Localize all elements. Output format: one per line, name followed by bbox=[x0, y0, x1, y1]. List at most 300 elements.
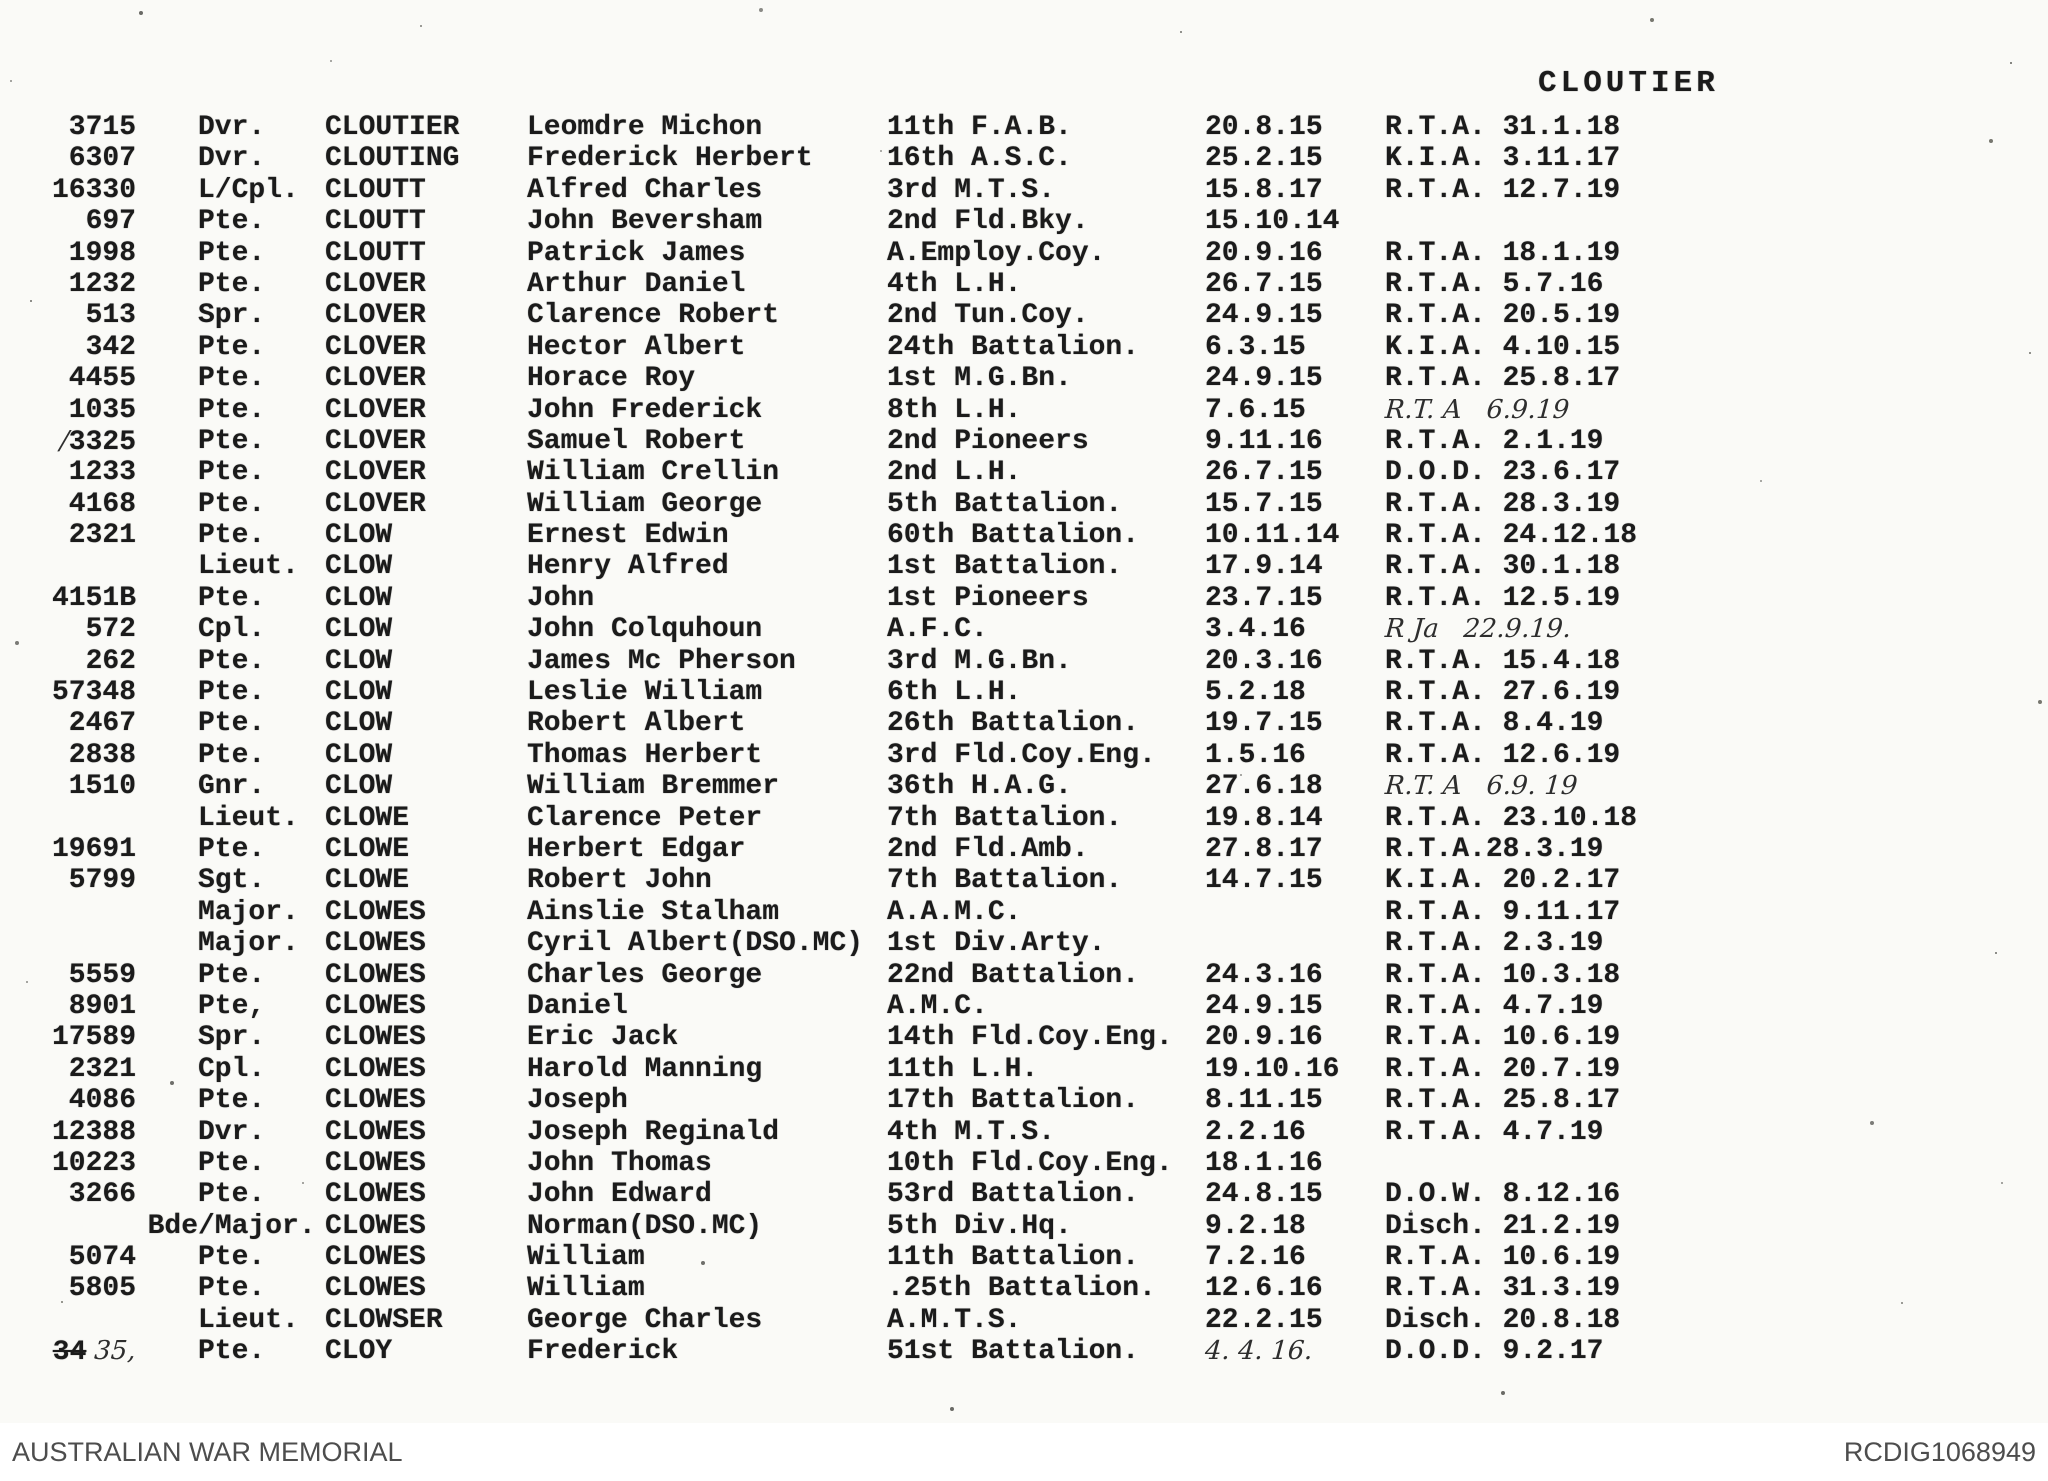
roll-row bbox=[0, 740, 2048, 771]
surname: CLOVER bbox=[325, 331, 426, 363]
unit: 1st Pioneers bbox=[887, 582, 1089, 614]
rank: Pte. bbox=[198, 677, 266, 709]
fate bbox=[1385, 1148, 2048, 1179]
surname: CLOWES bbox=[325, 896, 426, 928]
embarkation-date: 17.9.14 bbox=[1205, 551, 1323, 583]
rank: Dvr. bbox=[198, 112, 266, 143]
service-number: 1998 bbox=[68, 237, 136, 269]
unit: 5th Div.Hq. bbox=[887, 1210, 1072, 1242]
embarkation-date: 9.2.18 bbox=[1205, 1210, 1306, 1242]
service-number: 6307 bbox=[68, 143, 136, 175]
service-number bbox=[0, 803, 198, 834]
service-number: 16330 bbox=[51, 174, 136, 206]
roll-row bbox=[0, 1022, 2048, 1053]
given-names: Alfred Charles bbox=[527, 174, 763, 206]
unit: 4th M.T.S. bbox=[887, 1116, 1056, 1148]
fate: R.T.A. 31.3.19 bbox=[1385, 1273, 1621, 1305]
rank: Pte, bbox=[198, 990, 266, 1022]
unit: A.F.C. bbox=[887, 614, 988, 646]
embarkation-date: 15.7.15 bbox=[1205, 488, 1323, 520]
given-names: George Charles bbox=[527, 1304, 763, 1336]
fate: R.T.A. 12.5.19 bbox=[1385, 582, 1621, 614]
surname: CLOVER bbox=[325, 488, 426, 520]
fate: R.T.A. 10.3.18 bbox=[1385, 959, 1621, 991]
rank: Pte. bbox=[198, 1273, 266, 1305]
surname: CLOWES bbox=[325, 990, 426, 1022]
rank: Pte. bbox=[198, 520, 266, 552]
embarkation-date: 3.4.16 bbox=[1205, 614, 1306, 646]
embarkation-date: 19.10.16 bbox=[1205, 1053, 1340, 1085]
service-number bbox=[0, 928, 198, 959]
rank: Major. bbox=[198, 928, 299, 960]
embarkation-date: 24.9.15 bbox=[1205, 300, 1323, 332]
given-names: Herbert Edgar bbox=[527, 833, 746, 865]
rank: Pte. bbox=[198, 645, 266, 677]
surname: CLOUTT bbox=[325, 206, 426, 238]
rank: Pte. bbox=[198, 1147, 266, 1179]
roll-row bbox=[0, 269, 2048, 300]
embarkation-date: 26.7.15 bbox=[1205, 268, 1323, 300]
roll-row bbox=[0, 834, 2048, 865]
roll-row bbox=[0, 112, 2048, 143]
given-names: Henry Alfred bbox=[527, 551, 729, 583]
scan-noise bbox=[0, 0, 2, 2]
unit: 1st M.G.Bn. bbox=[887, 363, 1072, 395]
rank: Dvr. bbox=[198, 1116, 266, 1148]
service-number: 2321 bbox=[68, 520, 136, 552]
embarkation-date: 12.6.16 bbox=[1205, 1273, 1323, 1305]
service-number: 5074 bbox=[68, 1242, 136, 1274]
fate: R.T.A. 20.5.19 bbox=[1385, 300, 1621, 332]
embarkation-date: 20.9.16 bbox=[1205, 1022, 1323, 1054]
unit: A.M.C. bbox=[887, 990, 988, 1022]
embarkation-date: 24.8.15 bbox=[1205, 1179, 1323, 1211]
surname: CLOWSER bbox=[325, 1304, 443, 1336]
service-number: 262 bbox=[85, 645, 136, 677]
rank: L/Cpl. bbox=[198, 174, 299, 206]
fate: D.O.W. 8.12.16 bbox=[1385, 1179, 1621, 1211]
service-number bbox=[0, 1305, 198, 1336]
service-number: 5559 bbox=[68, 959, 136, 991]
given-names: Charles George bbox=[527, 959, 763, 991]
roll-row bbox=[0, 897, 2048, 928]
fate: R.T.A. 10.6.19 bbox=[1385, 1022, 1621, 1054]
surname: CLOW bbox=[325, 551, 393, 583]
fate: K.I.A. 3.11.17 bbox=[1385, 143, 1621, 175]
embarkation-date: 24.9.15 bbox=[1205, 990, 1323, 1022]
surname: CLOW bbox=[325, 520, 393, 552]
surname: CLOW bbox=[325, 708, 393, 740]
unit: 16th A.S.C. bbox=[887, 143, 1072, 175]
unit: 2nd Fld.Bky. bbox=[887, 206, 1089, 238]
unit: 3rd M.G.Bn. bbox=[887, 645, 1072, 677]
roll-row bbox=[0, 426, 2048, 457]
service-number: 1035 bbox=[68, 394, 136, 426]
embarkation-date bbox=[1205, 897, 1385, 928]
service-number: 572 bbox=[85, 614, 136, 646]
service-number: 697 bbox=[85, 206, 136, 238]
unit: 51st Battalion. bbox=[887, 1336, 1140, 1368]
embarkation-date: 24.3.16 bbox=[1205, 959, 1323, 991]
given-names: Thomas Herbert bbox=[527, 739, 763, 771]
unit: 7th Battalion. bbox=[887, 865, 1123, 897]
surname: CLOWES bbox=[325, 1147, 426, 1179]
given-names: John Thomas bbox=[527, 1147, 712, 1179]
service-number: 10223 bbox=[51, 1147, 136, 1179]
fate: D.O.D. 9.2.17 bbox=[1385, 1336, 1604, 1368]
roll-row bbox=[0, 489, 2048, 520]
unit: 2nd Tun.Coy. bbox=[887, 300, 1089, 332]
rank: Sgt. bbox=[198, 865, 266, 897]
embarkation-date: 27.6.18 bbox=[1205, 771, 1323, 803]
unit: 2nd Fld.Amb. bbox=[887, 833, 1089, 865]
unit: 2nd L.H. bbox=[887, 457, 1022, 489]
given-names: John Edward bbox=[527, 1179, 712, 1211]
surname: CLOWES bbox=[325, 1210, 426, 1242]
given-names: John Frederick bbox=[527, 394, 763, 426]
unit: 10th Fld.Coy.Eng. bbox=[887, 1147, 1173, 1179]
service-number: 34 35, bbox=[52, 1336, 138, 1369]
embarkation-date: 23.7.15 bbox=[1205, 582, 1323, 614]
given-names: Clarence Robert bbox=[527, 300, 780, 332]
surname: CLOW bbox=[325, 645, 393, 677]
embarkation-date: 1.5.16 bbox=[1205, 739, 1306, 771]
unit: 3rd M.T.S. bbox=[887, 174, 1056, 206]
rank: Pte. bbox=[198, 1336, 266, 1368]
given-names: John Colquhoun bbox=[527, 614, 763, 646]
footer-id-label: RCDIG1068949 bbox=[1843, 1436, 2036, 1467]
service-number: 2838 bbox=[68, 739, 136, 771]
rank: Pte. bbox=[198, 488, 266, 520]
fate: R.T.A. 23.10.18 bbox=[1385, 802, 1638, 834]
roll-row bbox=[0, 300, 2048, 331]
roll-row bbox=[0, 551, 2048, 582]
embarkation-date: 20.3.16 bbox=[1205, 645, 1323, 677]
roll-row bbox=[0, 1117, 2048, 1148]
surname: CLOWE bbox=[325, 865, 410, 897]
rank: Gnr. bbox=[198, 771, 266, 803]
roll-row bbox=[0, 1242, 2048, 1273]
roll-row bbox=[0, 332, 2048, 363]
given-names: William Bremmer bbox=[527, 771, 780, 803]
rank: Pte. bbox=[198, 582, 266, 614]
rank: Pte. bbox=[198, 425, 266, 457]
given-names: Harold Manning bbox=[527, 1053, 763, 1085]
service-number: 5799 bbox=[68, 865, 136, 897]
service-number: 12388 bbox=[51, 1116, 136, 1148]
unit: 26th Battalion. bbox=[887, 708, 1140, 740]
unit: 6th L.H. bbox=[887, 677, 1022, 709]
service-number: 4455 bbox=[68, 363, 136, 395]
service-number: /3325 bbox=[59, 425, 136, 458]
fate: Disch. 21.2.19 bbox=[1385, 1210, 1621, 1242]
surname: CLOUTIER bbox=[325, 112, 460, 143]
fate: R.T.A. 5.7.16 bbox=[1385, 268, 1604, 300]
given-names: Arthur Daniel bbox=[527, 268, 746, 300]
fate: R.T.A. 28.3.19 bbox=[1385, 488, 1621, 520]
rank: Pte. bbox=[198, 739, 266, 771]
embarkation-date: 18.1.16 bbox=[1205, 1147, 1323, 1179]
given-names: John bbox=[527, 582, 595, 614]
service-number: 8901 bbox=[68, 990, 136, 1022]
service-number: 3715 bbox=[68, 112, 136, 143]
embarkation-date: 15.8.17 bbox=[1205, 174, 1323, 206]
rank: Lieut. bbox=[198, 1304, 299, 1336]
service-number: 4151B bbox=[51, 582, 136, 614]
roll-row bbox=[0, 991, 2048, 1022]
fate: R.T.A. 2.1.19 bbox=[1385, 425, 1604, 457]
rank: Pte. bbox=[198, 959, 266, 991]
unit: 5th Battalion. bbox=[887, 488, 1123, 520]
fate bbox=[1385, 206, 2048, 237]
footer-source-label: AUSTRALIAN WAR MEMORIAL bbox=[12, 1436, 403, 1467]
surname: CLOWES bbox=[325, 1022, 426, 1054]
embarkation-date: 6.3.15 bbox=[1205, 331, 1306, 363]
roll-row bbox=[0, 175, 2048, 206]
surname: CLOWE bbox=[325, 802, 410, 834]
fate: R.T.A. 20.7.19 bbox=[1385, 1053, 1621, 1085]
fate: R.T.A. 25.8.17 bbox=[1385, 1085, 1621, 1117]
roll-row bbox=[0, 1179, 2048, 1210]
surname: CLOVER bbox=[325, 300, 426, 332]
page-title: CLOUTIER bbox=[1538, 66, 1719, 101]
service-number bbox=[0, 551, 198, 582]
given-names: William bbox=[527, 1273, 645, 1305]
given-names: Robert John bbox=[527, 865, 712, 897]
embarkation-date: 14.7.15 bbox=[1205, 865, 1323, 897]
embarkation-date: 8.11.15 bbox=[1205, 1085, 1323, 1117]
fate: R.T.A. 12.6.19 bbox=[1385, 739, 1621, 771]
surname: CLOUTT bbox=[325, 174, 426, 206]
surname: CLOWES bbox=[325, 1273, 426, 1305]
roll-row bbox=[0, 1305, 2048, 1336]
surname: CLOVER bbox=[325, 457, 426, 489]
service-number: 2467 bbox=[68, 708, 136, 740]
unit: 17th Battalion. bbox=[887, 1085, 1140, 1117]
surname: CLOVER bbox=[325, 268, 426, 300]
rank: Spr. bbox=[198, 300, 266, 332]
unit: 8th L.H. bbox=[887, 394, 1022, 426]
embarkation-date: 10.11.14 bbox=[1205, 520, 1340, 552]
roll-row bbox=[0, 677, 2048, 708]
fate: Disch. 20.8.18 bbox=[1385, 1304, 1621, 1336]
given-names: Clarence Peter bbox=[527, 802, 763, 834]
fate: R.T.A. 18.1.19 bbox=[1385, 237, 1621, 269]
roll-row bbox=[0, 1273, 2048, 1304]
fate: K.I.A. 4.10.15 bbox=[1385, 331, 1621, 363]
embarkation-date: 26.7.15 bbox=[1205, 457, 1323, 489]
unit: 11th F.A.B. bbox=[887, 112, 1072, 143]
fate: R.T.A. 2.3.19 bbox=[1385, 928, 1604, 960]
fate: R.T.A. 31.1.18 bbox=[1385, 112, 1621, 143]
fate: R.T.A.28.3.19 bbox=[1385, 833, 1604, 865]
service-number bbox=[0, 897, 198, 928]
embarkation-date: 9.11.16 bbox=[1205, 425, 1323, 457]
given-names: William George bbox=[527, 488, 763, 520]
unit: 11th Battalion. bbox=[887, 1242, 1140, 1274]
service-number: 3266 bbox=[68, 1179, 136, 1211]
surname: CLOUTT bbox=[325, 237, 426, 269]
given-names: William Crellin bbox=[527, 457, 780, 489]
footer-bar bbox=[0, 1423, 2048, 1481]
given-names: Ainslie Stalham bbox=[527, 896, 780, 928]
roll-row bbox=[0, 960, 2048, 991]
given-names: Horace Roy bbox=[527, 363, 696, 395]
surname: CLOWES bbox=[325, 1085, 426, 1117]
unit: 53rd Battalion. bbox=[887, 1179, 1140, 1211]
fate: R.T.A. 30.1.18 bbox=[1385, 551, 1621, 583]
given-names: Daniel bbox=[527, 990, 628, 1022]
service-number: 1510 bbox=[68, 771, 136, 803]
rank: Bde/Major. bbox=[147, 1210, 316, 1242]
surname: CLOWES bbox=[325, 1116, 426, 1148]
fate: R.T.A. 8.4.19 bbox=[1385, 708, 1604, 740]
roll-row bbox=[0, 206, 2048, 237]
unit: A.M.T.S. bbox=[887, 1304, 1022, 1336]
roll-row bbox=[0, 143, 2048, 174]
roll-row bbox=[0, 1211, 2048, 1242]
given-names: Leomdre Michon bbox=[527, 112, 763, 143]
surname: CLOW bbox=[325, 614, 393, 646]
given-names: Joseph Reginald bbox=[527, 1116, 780, 1148]
service-number: 57348 bbox=[51, 677, 136, 709]
service-number: 19691 bbox=[51, 833, 136, 865]
unit: 1st Div.Arty. bbox=[887, 928, 1106, 960]
embarkation-date: 4. 4. 16. bbox=[1204, 1336, 1314, 1367]
embarkation-date: 7.2.16 bbox=[1205, 1242, 1306, 1274]
rank: Cpl. bbox=[198, 614, 266, 646]
fate: R.T.A. 4.7.19 bbox=[1385, 990, 1604, 1022]
fate: R.T.A. 9.11.17 bbox=[1385, 896, 1621, 928]
unit: 2nd Pioneers bbox=[887, 425, 1089, 457]
fate: R.T. A 6.9.19 bbox=[1384, 394, 1571, 425]
fate: R.T. A 6.9. 19 bbox=[1384, 771, 1579, 802]
surname: CLOVER bbox=[325, 363, 426, 395]
embarkation-date: 22.2.15 bbox=[1205, 1304, 1323, 1336]
unit: 22nd Battalion. bbox=[887, 959, 1140, 991]
fate: D.O.D. 23.6.17 bbox=[1385, 457, 1621, 489]
given-names: Cyril Albert(DSO.MC) bbox=[527, 928, 864, 960]
service-number: 2321 bbox=[68, 1053, 136, 1085]
fate: R.T.A. 15.4.18 bbox=[1385, 645, 1621, 677]
unit: A.A.M.C. bbox=[887, 896, 1022, 928]
embarkation-date: 7.6.15 bbox=[1205, 394, 1306, 426]
rank: Pte. bbox=[198, 268, 266, 300]
roll-row bbox=[0, 1085, 2048, 1116]
surname: CLOW bbox=[325, 771, 393, 803]
rank: Dvr. bbox=[198, 143, 266, 175]
nominal-roll-table bbox=[0, 112, 2048, 1368]
roll-row bbox=[0, 614, 2048, 645]
surname: CLOWES bbox=[325, 959, 426, 991]
surname: CLOVER bbox=[325, 394, 426, 426]
embarkation-date: 20.8.15 bbox=[1205, 112, 1323, 143]
rank: Pte. bbox=[198, 331, 266, 363]
roll-row bbox=[0, 363, 2048, 394]
embarkation-date: 27.8.17 bbox=[1205, 833, 1323, 865]
embarkation-date: 25.2.15 bbox=[1205, 143, 1323, 175]
fate: K.I.A. 20.2.17 bbox=[1385, 865, 1621, 897]
surname: CLOW bbox=[325, 677, 393, 709]
roll-row bbox=[0, 1054, 2048, 1085]
surname: CLOWES bbox=[325, 1179, 426, 1211]
roll-row bbox=[0, 1336, 2048, 1367]
given-names: Frederick bbox=[527, 1336, 679, 1368]
unit: 11th L.H. bbox=[887, 1053, 1039, 1085]
embarkation-date: 19.7.15 bbox=[1205, 708, 1323, 740]
rank: Pte. bbox=[198, 394, 266, 426]
rank: Pte. bbox=[198, 206, 266, 238]
given-names: Leslie William bbox=[527, 677, 763, 709]
fate: R.T.A. 24.12.18 bbox=[1385, 520, 1638, 552]
fate: R.T.A. 12.7.19 bbox=[1385, 174, 1621, 206]
surname: CLOWES bbox=[325, 1242, 426, 1274]
roll-row bbox=[0, 457, 2048, 488]
unit: 1st Battalion. bbox=[887, 551, 1123, 583]
given-names: Frederick Herbert bbox=[527, 143, 813, 175]
unit: 14th Fld.Coy.Eng. bbox=[887, 1022, 1173, 1054]
surname: CLOY bbox=[325, 1336, 393, 1368]
roll-row bbox=[0, 520, 2048, 551]
rank: Pte. bbox=[198, 708, 266, 740]
rank: Pte. bbox=[198, 1242, 266, 1274]
given-names: Joseph bbox=[527, 1085, 628, 1117]
given-names: Patrick James bbox=[527, 237, 746, 269]
rank: Major. bbox=[198, 896, 299, 928]
rank: Lieut. bbox=[198, 551, 299, 583]
unit: 3rd Fld.Coy.Eng. bbox=[887, 739, 1156, 771]
surname: CLOUTING bbox=[325, 143, 460, 175]
rank: Pte. bbox=[198, 237, 266, 269]
service-number: 4086 bbox=[68, 1085, 136, 1117]
service-number: 1233 bbox=[68, 457, 136, 489]
given-names: Norman(DSO.MC) bbox=[527, 1210, 763, 1242]
surname: CLOW bbox=[325, 739, 393, 771]
unit: 4th L.H. bbox=[887, 268, 1022, 300]
embarkation-date: 19.8.14 bbox=[1205, 802, 1323, 834]
rank: Pte. bbox=[198, 1179, 266, 1211]
service-number: 513 bbox=[85, 300, 136, 332]
roll-row bbox=[0, 1148, 2048, 1179]
given-names: James Mc Pherson bbox=[527, 645, 796, 677]
service-number: 17589 bbox=[51, 1022, 136, 1054]
fate: R.T.A. 27.6.19 bbox=[1385, 677, 1621, 709]
rank: Pte. bbox=[198, 833, 266, 865]
unit: 24th Battalion. bbox=[887, 331, 1140, 363]
embarkation-date: 24.9.15 bbox=[1205, 363, 1323, 395]
given-names: Ernest Edwin bbox=[527, 520, 729, 552]
service-number: 4168 bbox=[68, 488, 136, 520]
surname: CLOWES bbox=[325, 928, 426, 960]
rank: Pte. bbox=[198, 1085, 266, 1117]
roll-row bbox=[0, 771, 2048, 802]
unit: 60th Battalion. bbox=[887, 520, 1140, 552]
embarkation-date: 5.2.18 bbox=[1205, 677, 1306, 709]
fate: R Ja 22.9.19. bbox=[1384, 614, 1573, 645]
unit: .25th Battalion. bbox=[887, 1273, 1156, 1305]
roll-row bbox=[0, 928, 2048, 959]
roll-row bbox=[0, 865, 2048, 896]
roll-row bbox=[0, 238, 2048, 269]
fate: R.T.A. 25.8.17 bbox=[1385, 363, 1621, 395]
rank: Pte. bbox=[198, 457, 266, 489]
roll-row bbox=[0, 708, 2048, 739]
service-number: 342 bbox=[85, 331, 136, 363]
rank: Lieut. bbox=[198, 802, 299, 834]
given-names: John Beversham bbox=[527, 206, 763, 238]
roll-row bbox=[0, 583, 2048, 614]
given-names: Samuel Robert bbox=[527, 425, 746, 457]
